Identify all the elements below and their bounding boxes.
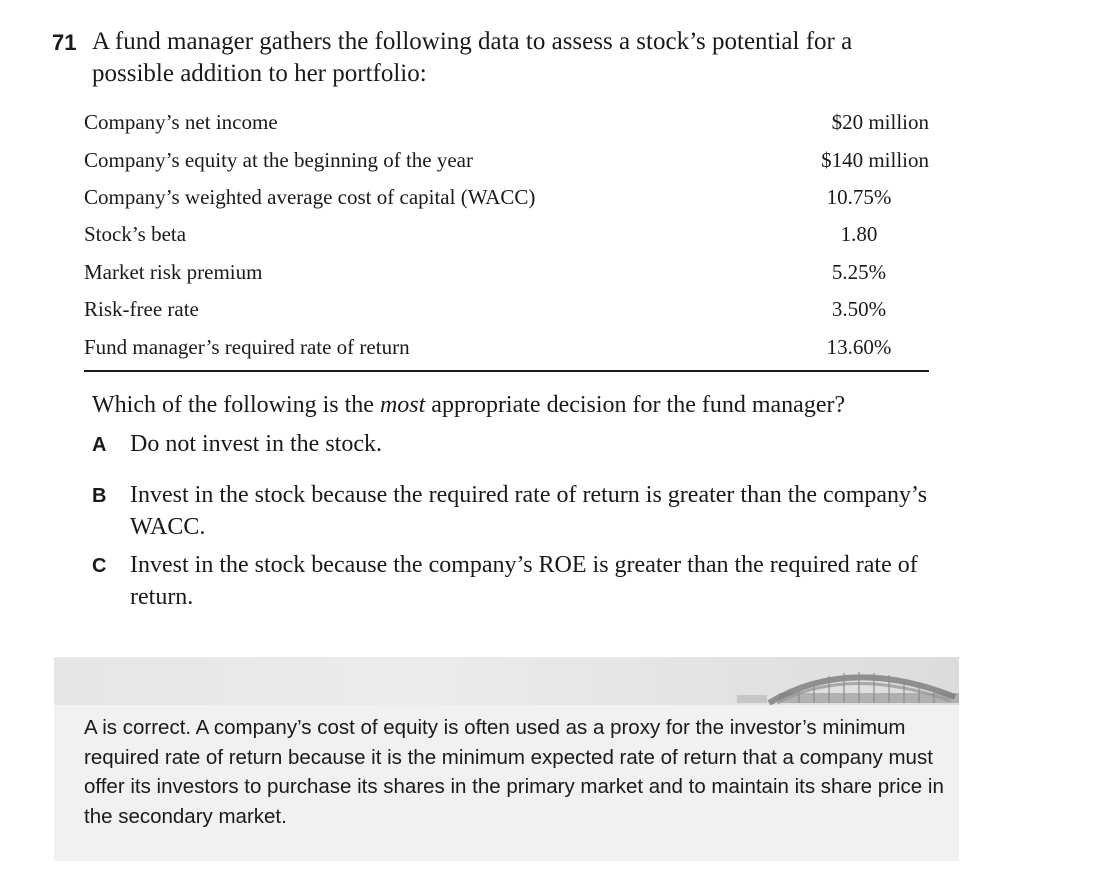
option-text: Invest in the stock because the company’s ROE is greater than the required rate of return. bbox=[130, 552, 918, 610]
table-row bbox=[84, 104, 929, 141]
bridge-icon bbox=[729, 657, 959, 705]
table-row bbox=[84, 328, 929, 365]
table-row-label: Market risk premium bbox=[84, 259, 263, 284]
question-number: 71 bbox=[52, 30, 77, 55]
option-letter: A bbox=[92, 434, 107, 456]
table-row bbox=[84, 179, 929, 216]
answer-explanation-text: A is correct. A company’s cost of equity is often used as a proxy for the investor’s minimum required rate of return because it is the minimum expected rate of return that a company must offer its investors to purchase its shares in the primary market and to maintain its share price in the secondary market. bbox=[84, 716, 944, 828]
data-table bbox=[84, 104, 929, 366]
table-row-label: Company’s equity at the beginning of the year bbox=[84, 147, 473, 172]
table-row bbox=[84, 216, 929, 253]
table-row-value: 1.80 bbox=[840, 222, 878, 247]
prompt-emphasis: most bbox=[379, 392, 426, 418]
option-text: Do not invest in the stock. bbox=[130, 431, 382, 457]
option-letter: B bbox=[92, 485, 107, 507]
answer-banner bbox=[54, 657, 959, 705]
table-row-value: $20 million bbox=[831, 110, 929, 135]
table-row-value: 5.25% bbox=[831, 259, 887, 284]
option-letter: C bbox=[92, 555, 107, 577]
prompt-after: appropriate decision for the fund manager? bbox=[425, 392, 846, 418]
answer-explanation-box bbox=[54, 657, 959, 861]
table-bottom-rule bbox=[84, 370, 929, 372]
table-row-label: Fund manager’s required rate of return bbox=[84, 334, 410, 359]
table-row-value: $140 million bbox=[821, 147, 929, 172]
table-row-label: Stock’s beta bbox=[84, 222, 187, 247]
table-row-value: 13.60% bbox=[826, 334, 892, 359]
question-stem: A fund manager gathers the following data to assess a stock’s potential for a possible addition to her portfolio: bbox=[92, 28, 853, 87]
question-block bbox=[52, 26, 932, 90]
prompt-before: Which of the following is the bbox=[92, 392, 380, 418]
table-row bbox=[84, 254, 929, 291]
table-row bbox=[84, 291, 929, 328]
answer-options bbox=[92, 428, 952, 613]
question-header bbox=[52, 26, 932, 90]
option-b[interactable] bbox=[92, 479, 952, 543]
table-row-label: Company’s net income bbox=[84, 110, 278, 135]
option-c[interactable] bbox=[92, 549, 952, 613]
option-a[interactable] bbox=[92, 428, 952, 461]
option-text: Invest in the stock because the required rate of return is greater than the company’s WACC. bbox=[130, 482, 928, 540]
table-row-label: Company’s weighted average cost of capital (WACC) bbox=[84, 184, 536, 209]
table-row bbox=[84, 141, 929, 178]
question-prompt bbox=[92, 390, 845, 420]
table-row-label: Risk-free rate bbox=[84, 297, 199, 322]
table-row-value: 10.75% bbox=[826, 184, 892, 209]
table-row-value: 3.50% bbox=[831, 297, 887, 322]
